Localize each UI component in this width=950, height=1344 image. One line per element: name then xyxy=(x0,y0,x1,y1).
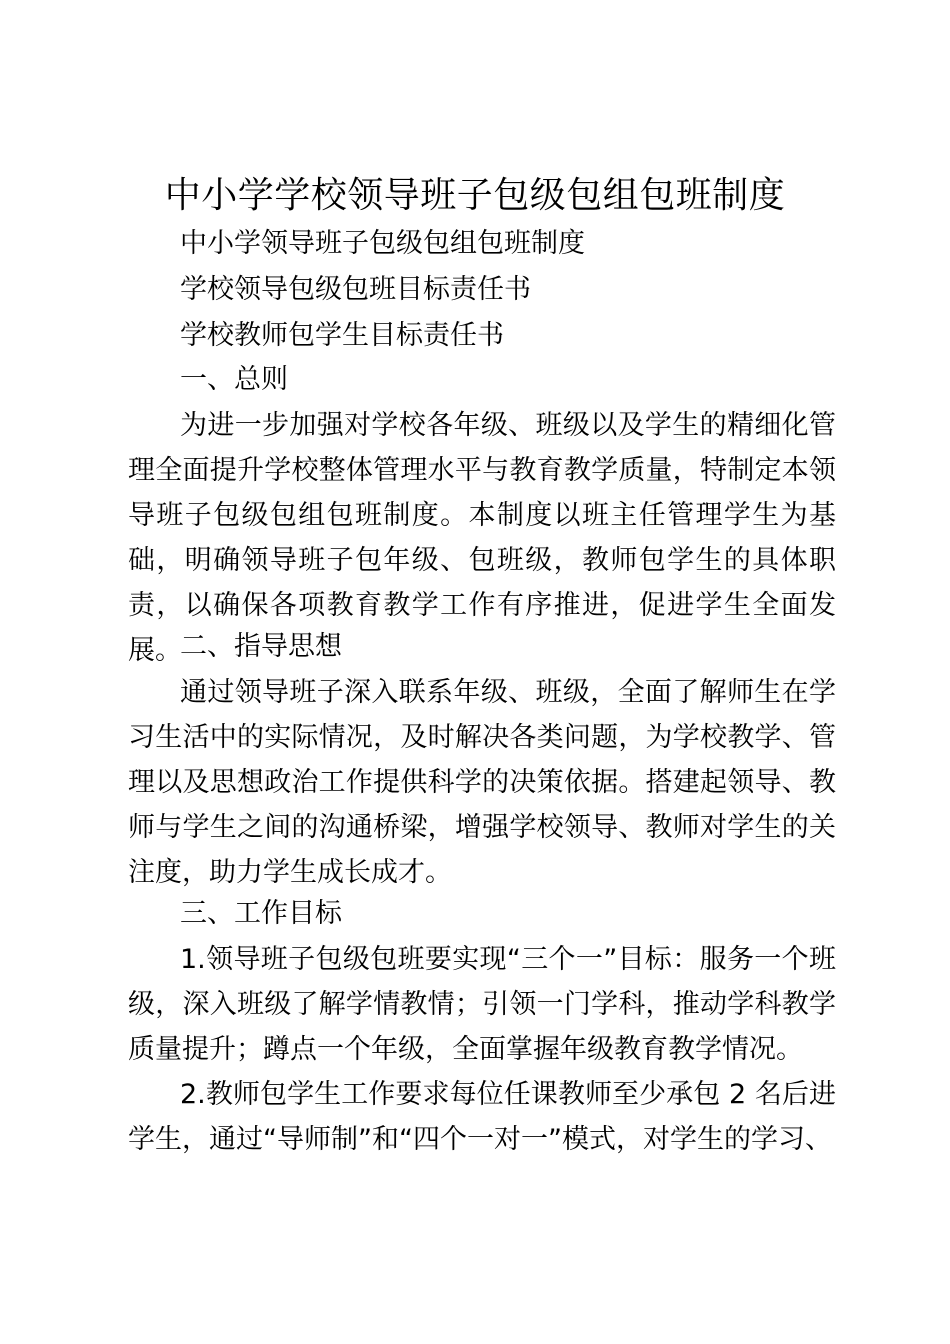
document-title: 中小学学校领导班子包级包组包班制度 xyxy=(164,175,786,216)
subtitle-3: 学校教师包学生目标责任书 xyxy=(180,320,504,351)
section-heading-work-goals: 三、工作目标 xyxy=(180,898,342,929)
section-heading-general: 一、总则 xyxy=(180,364,288,395)
section-paragraph-guiding-ideology: 通过领导班子深入联系年级、班级，全面了解师生在学习生活中的实际情况，及时解决各类问题，为学校教学、管理以及思想政治工作提供科学的决策依据。搭建起领导、教师与学生之间的沟通桥梁，增强学校领导、教师对学生的关注度，助力学生成长成才。 xyxy=(128,677,836,888)
section-paragraph-goal-2: 2.教师包学生工作要求每位任课教师至少承包 2 名后进学生，通过“导师制”和“四个一对一”模式，对学生的学习、 xyxy=(128,1079,836,1155)
section-heading-guiding-ideology: 二、指导思想 xyxy=(180,631,342,662)
subtitle-1: 中小学领导班子包级包组包班制度 xyxy=(180,228,585,259)
subtitle-2: 学校领导包级包班目标责任书 xyxy=(180,274,531,305)
section-paragraph-general: 为进一步加强对学校各年级、班级以及学生的精细化管理全面提升学校整体管理水平与教育教学质量，特制定本领导班子包级包组包班制度。本制度以班主任管理学生为基础，明确领导班子包年级、包班级，教师包学生的具体职责，以确保各项教育教学工作有序推进，促进学生全面发展。 xyxy=(128,410,836,666)
section-paragraph-goal-1: 1.领导班子包级包班要实现“三个一”目标：服务一个班级，深入班级了解学情教情；引领一门学科，推动学科教学质量提升；蹲点一个年级，全面掌握年级教育教学情况。 xyxy=(128,944,836,1065)
